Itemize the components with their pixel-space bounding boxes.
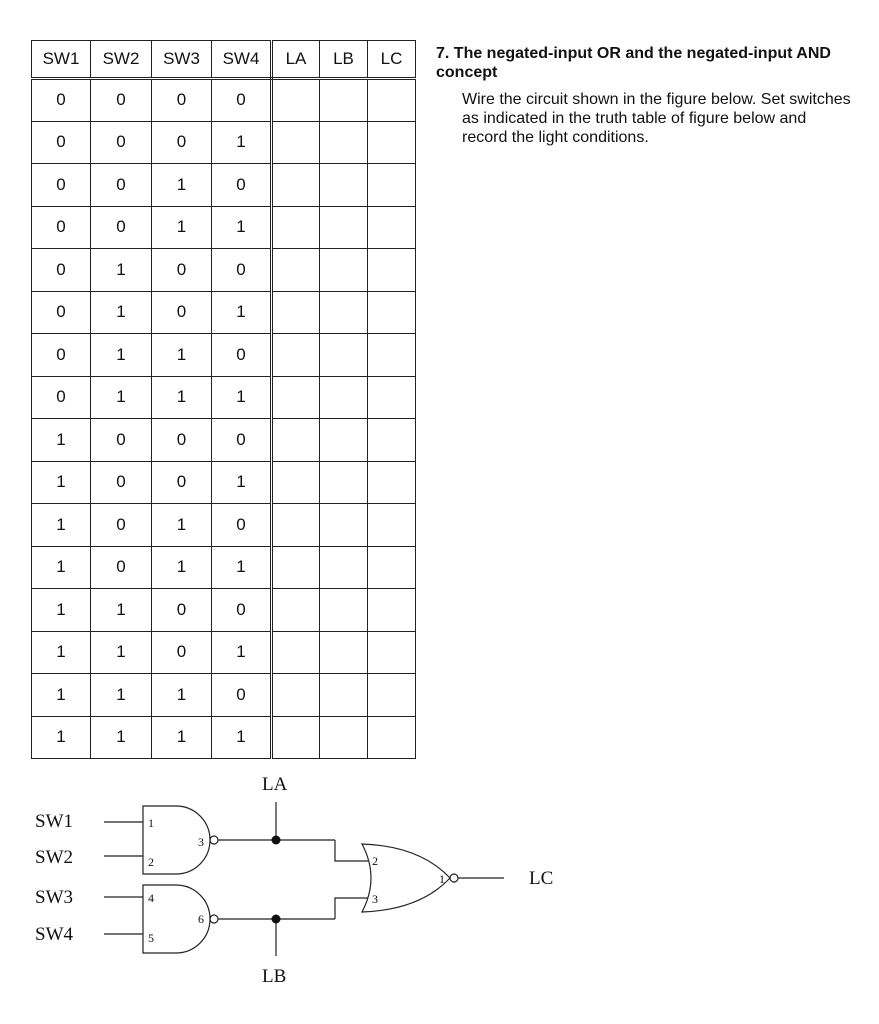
table-row <box>32 419 416 462</box>
label-lb: LB <box>262 966 287 987</box>
lamp-record-cell[interactable] <box>272 716 320 759</box>
pin-g3-out: 1 <box>439 872 445 886</box>
switch-value-cell: 0 <box>91 504 152 547</box>
switch-value-cell: 1 <box>212 546 272 589</box>
switch-value-cell: 1 <box>32 546 91 589</box>
switch-value-cell: 1 <box>32 716 91 759</box>
lamp-record-cell[interactable] <box>320 79 368 122</box>
lamp-record-cell[interactable] <box>368 291 416 334</box>
switch-value-cell: 0 <box>152 631 212 674</box>
lamp-record-cell[interactable] <box>320 164 368 207</box>
column-header-sw4: SW4 <box>212 41 272 79</box>
switch-value-cell: 1 <box>32 589 91 632</box>
column-header-la: LA <box>272 41 320 79</box>
junction-lb <box>272 915 281 924</box>
lamp-record-cell[interactable] <box>320 631 368 674</box>
nand-gate-1-bubble <box>210 836 218 844</box>
lamp-record-cell[interactable] <box>368 206 416 249</box>
switch-value-cell: 1 <box>32 631 91 674</box>
switch-value-cell: 0 <box>91 461 152 504</box>
lamp-record-cell[interactable] <box>320 121 368 164</box>
switch-value-cell: 0 <box>91 206 152 249</box>
switch-value-cell: 1 <box>212 121 272 164</box>
lamp-record-cell[interactable] <box>368 674 416 717</box>
switch-value-cell: 0 <box>32 334 91 377</box>
label-sw2: SW2 <box>35 847 73 868</box>
label-la: LA <box>262 774 288 795</box>
lamp-record-cell[interactable] <box>320 546 368 589</box>
switch-value-cell: 0 <box>32 206 91 249</box>
table-row <box>32 631 416 674</box>
lamp-record-cell[interactable] <box>368 121 416 164</box>
table-row <box>32 79 416 122</box>
nand-gate-2-bubble <box>210 915 218 923</box>
lamp-record-cell[interactable] <box>368 589 416 632</box>
wire-g2-to-or <box>335 898 368 919</box>
switch-value-cell: 0 <box>212 249 272 292</box>
label-sw1: SW1 <box>35 811 73 832</box>
switch-value-cell: 0 <box>212 674 272 717</box>
lamp-record-cell[interactable] <box>368 376 416 419</box>
switch-value-cell: 1 <box>212 461 272 504</box>
lamp-record-cell[interactable] <box>368 419 416 462</box>
pin-g3-in2: 3 <box>372 892 378 906</box>
switch-value-cell: 0 <box>32 291 91 334</box>
switch-value-cell: 0 <box>32 79 91 122</box>
switch-value-cell: 1 <box>91 334 152 377</box>
lamp-record-cell[interactable] <box>368 334 416 377</box>
switch-value-cell: 0 <box>32 249 91 292</box>
switch-value-cell: 0 <box>212 164 272 207</box>
lamp-record-cell[interactable] <box>272 334 320 377</box>
switch-value-cell: 1 <box>32 504 91 547</box>
switch-value-cell: 1 <box>152 376 212 419</box>
switch-value-cell: 0 <box>152 291 212 334</box>
switch-value-cell: 0 <box>91 546 152 589</box>
label-sw4: SW4 <box>35 924 73 945</box>
lamp-record-cell[interactable] <box>320 589 368 632</box>
lamp-record-cell[interactable] <box>320 376 368 419</box>
table-row <box>32 376 416 419</box>
lamp-record-cell[interactable] <box>320 504 368 547</box>
column-header-sw2: SW2 <box>91 41 152 79</box>
table-row <box>32 461 416 504</box>
switch-value-cell: 1 <box>212 716 272 759</box>
switch-value-cell: 1 <box>91 376 152 419</box>
lamp-record-cell[interactable] <box>368 79 416 122</box>
switch-value-cell: 1 <box>212 631 272 674</box>
pin-g1-in2: 2 <box>148 855 154 869</box>
wire-g1-to-or <box>335 840 368 861</box>
switch-value-cell: 0 <box>91 419 152 462</box>
switch-value-cell: 0 <box>152 419 212 462</box>
switch-value-cell: 1 <box>91 631 152 674</box>
switch-value-cell: 0 <box>152 121 212 164</box>
lamp-record-cell[interactable] <box>368 716 416 759</box>
section-title: 7. The negated-input OR and the negated-input AND concept <box>436 45 831 81</box>
switch-value-cell: 0 <box>212 419 272 462</box>
switch-value-cell: 0 <box>91 121 152 164</box>
switch-value-cell: 1 <box>32 461 91 504</box>
table-row <box>32 334 416 377</box>
lamp-record-cell[interactable] <box>272 249 320 292</box>
lamp-record-cell[interactable] <box>320 249 368 292</box>
lamp-record-cell[interactable] <box>368 249 416 292</box>
pin-g3-in1: 2 <box>372 854 378 868</box>
truth-table-header-row <box>32 41 416 79</box>
junction-la <box>272 836 281 845</box>
table-row <box>32 504 416 547</box>
lamp-record-cell[interactable] <box>320 674 368 717</box>
switch-value-cell: 1 <box>152 334 212 377</box>
label-sw3: SW3 <box>35 887 73 908</box>
table-row <box>32 121 416 164</box>
lamp-record-cell[interactable] <box>320 716 368 759</box>
lamp-record-cell[interactable] <box>272 121 320 164</box>
lamp-record-cell[interactable] <box>320 419 368 462</box>
switch-value-cell: 1 <box>152 674 212 717</box>
lamp-record-cell[interactable] <box>320 206 368 249</box>
pin-g2-out: 6 <box>198 912 204 926</box>
switch-value-cell: 0 <box>212 334 272 377</box>
pin-g1-in1: 1 <box>148 816 154 830</box>
column-header-sw1: SW1 <box>32 41 91 79</box>
lamp-record-cell[interactable] <box>272 546 320 589</box>
switch-value-cell: 1 <box>152 206 212 249</box>
lamp-record-cell[interactable] <box>368 164 416 207</box>
lamp-record-cell[interactable] <box>368 546 416 589</box>
switch-value-cell: 1 <box>212 206 272 249</box>
column-header-sw3: SW3 <box>152 41 212 79</box>
switch-value-cell: 0 <box>212 504 272 547</box>
switch-value-cell: 0 <box>212 79 272 122</box>
section-body: Wire the circuit shown in the figure below. Set switches as indicated in the truth table of figure below and record the light conditions. <box>462 91 851 146</box>
switch-value-cell: 1 <box>91 716 152 759</box>
switch-value-cell: 1 <box>152 716 212 759</box>
switch-value-cell: 1 <box>152 504 212 547</box>
pin-g1-out: 3 <box>198 835 204 849</box>
switch-value-cell: 0 <box>152 249 212 292</box>
table-row <box>32 674 416 717</box>
lamp-record-cell[interactable] <box>272 291 320 334</box>
lamp-record-cell[interactable] <box>272 79 320 122</box>
switch-value-cell: 1 <box>152 164 212 207</box>
table-row <box>32 546 416 589</box>
switch-value-cell: 0 <box>152 589 212 632</box>
column-header-lc: LC <box>368 41 416 79</box>
switch-value-cell: 0 <box>91 164 152 207</box>
switch-value-cell: 0 <box>152 461 212 504</box>
lamp-record-cell[interactable] <box>272 419 320 462</box>
lamp-record-cell[interactable] <box>368 461 416 504</box>
switch-value-cell: 0 <box>32 376 91 419</box>
lamp-record-cell[interactable] <box>368 631 416 674</box>
column-header-lb: LB <box>320 41 368 79</box>
lamp-record-cell[interactable] <box>272 206 320 249</box>
pin-g2-in2: 5 <box>148 931 154 945</box>
lamp-record-cell[interactable] <box>272 461 320 504</box>
lamp-record-cell[interactable] <box>320 461 368 504</box>
switch-value-cell: 1 <box>212 291 272 334</box>
switch-value-cell: 0 <box>152 79 212 122</box>
logic-circuit-diagram <box>0 760 879 1024</box>
switch-value-cell: 0 <box>212 589 272 632</box>
lamp-record-cell[interactable] <box>272 674 320 717</box>
switch-value-cell: 0 <box>32 121 91 164</box>
switch-value-cell: 1 <box>32 419 91 462</box>
label-lc: LC <box>529 868 554 889</box>
switch-value-cell: 1 <box>91 589 152 632</box>
switch-value-cell: 1 <box>32 674 91 717</box>
lamp-record-cell[interactable] <box>368 504 416 547</box>
lamp-record-cell[interactable] <box>320 334 368 377</box>
lamp-record-cell[interactable] <box>272 631 320 674</box>
table-row <box>32 716 416 759</box>
table-row <box>32 589 416 632</box>
lamp-record-cell[interactable] <box>272 164 320 207</box>
switch-value-cell: 0 <box>91 79 152 122</box>
instruction-section <box>436 44 856 147</box>
switch-value-cell: 1 <box>91 674 152 717</box>
lamp-record-cell[interactable] <box>272 589 320 632</box>
nor-gate-bubble <box>450 874 458 882</box>
switch-value-cell: 1 <box>152 546 212 589</box>
lamp-record-cell[interactable] <box>272 504 320 547</box>
lamp-record-cell[interactable] <box>320 291 368 334</box>
table-row <box>32 206 416 249</box>
truth-table <box>31 40 416 759</box>
switch-value-cell: 1 <box>91 291 152 334</box>
table-row <box>32 291 416 334</box>
table-row <box>32 249 416 292</box>
pin-g2-in1: 4 <box>148 891 154 905</box>
switch-value-cell: 1 <box>91 249 152 292</box>
table-row <box>32 164 416 207</box>
switch-value-cell: 1 <box>212 376 272 419</box>
lamp-record-cell[interactable] <box>272 376 320 419</box>
switch-value-cell: 0 <box>32 164 91 207</box>
